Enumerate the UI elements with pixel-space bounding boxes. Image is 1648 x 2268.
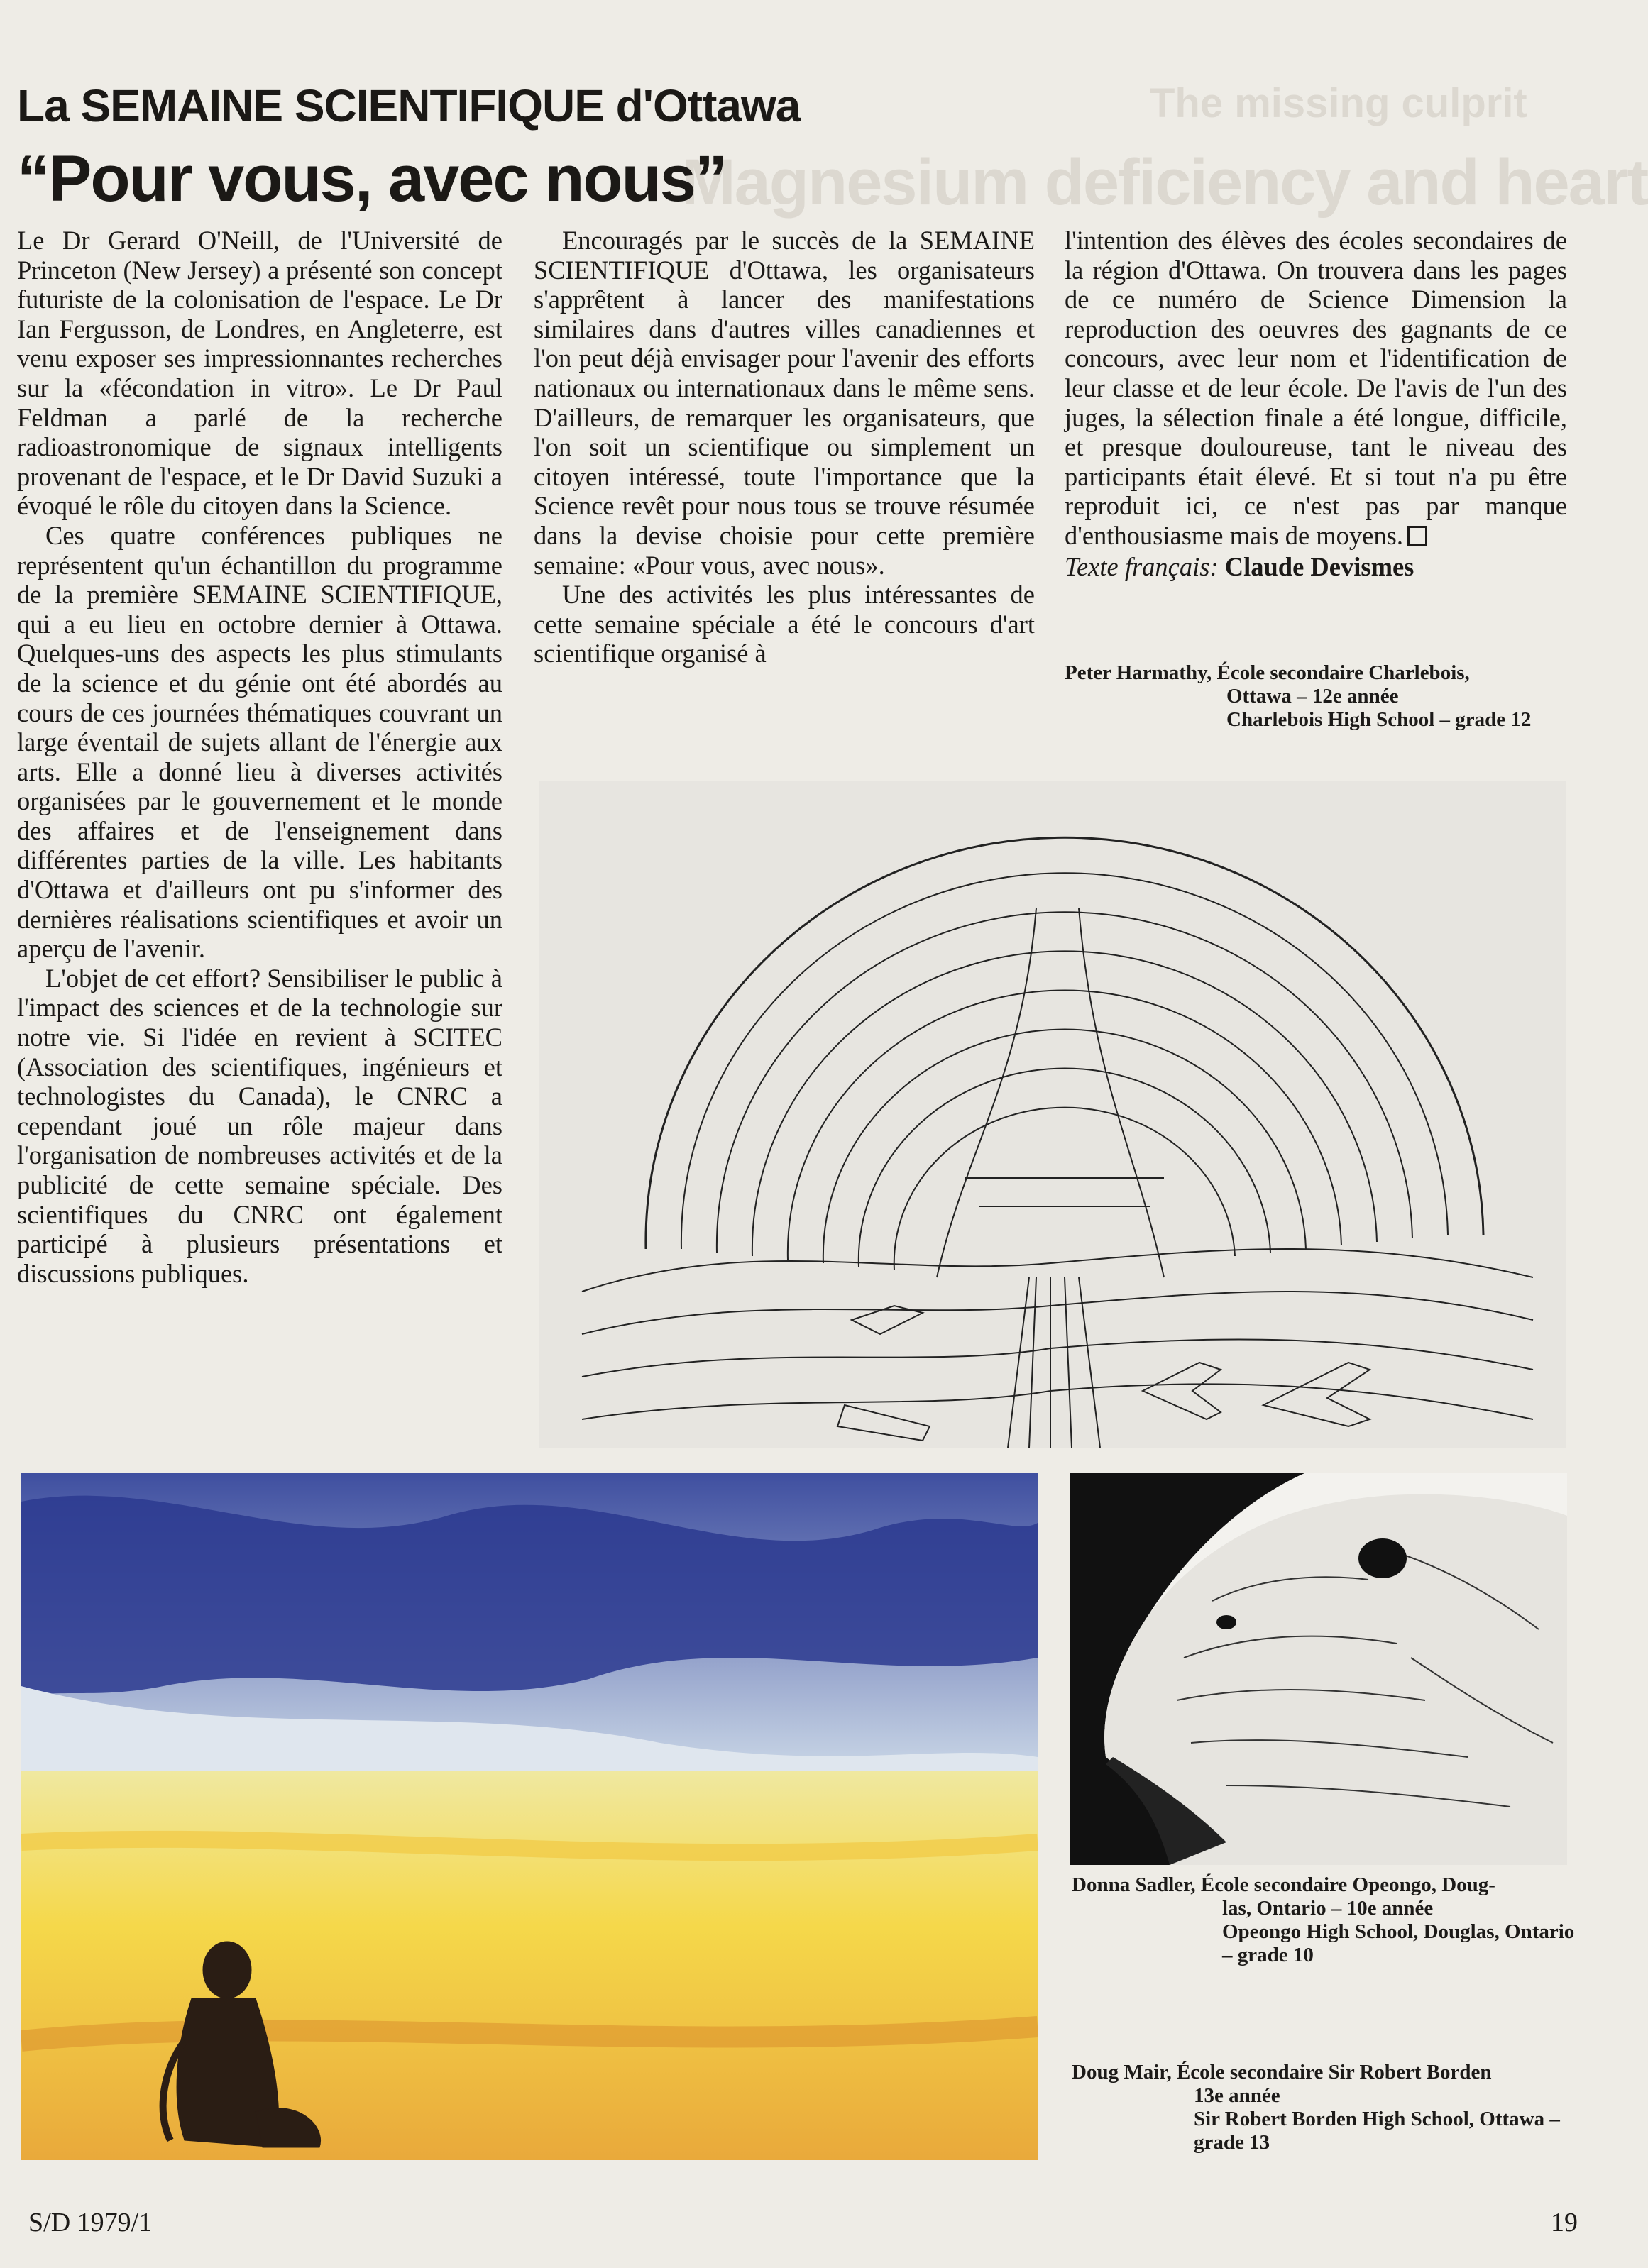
artwork-mair [21, 1473, 1038, 2160]
end-mark-icon [1407, 526, 1427, 546]
paragraph [1065, 226, 1567, 551]
animal-drawing [1070, 1473, 1567, 1865]
paragraph: Une des activités les plus intéressantes de cette semaine spéciale a été le concours d'art scientifique organisé à [534, 580, 1035, 668]
issue-label: S/D 1979/1 [28, 2208, 153, 2237]
paragraph: L'objet de cet effort? Sensibiliser le public à l'impact des sciences et de la technologie sur notre vie. Si l'idée en revient à SCITEC (Association des scientifiques, ingénieurs et technologistes du Canada), le CNRC a cependant joué un rôle majeur dans l'organisation de nombreuses activités et de la publicité de cette semaine spéciale. Des scientifiques du CNRC ont également participé à plusieurs présentations et discussions publiques. [17, 963, 502, 1288]
article-column-2 [534, 226, 1035, 668]
translation-credit: Texte français: Claude Devismes [1065, 551, 1414, 581]
paragraph: Encouragés par le succès de la SEMAINE SCIENTIFIQUE d'Ottawa, les organisateurs s'apprêtent à lancer des manifestations similaires dans d'autres villes canadiennes et l'on peut déjà envisager pour l'avenir des efforts nationaux ou internationaux dans le même sens. D'ailleurs, de remarquer les organisateurs, que l'on soit un scientifique ou simplement un citoyen intéressé, toute l'importance que la Science revêt pour nous tous se trouve résumée dans la devise choisie pour cette première semaine: «Pour vous, avec nous». [534, 226, 1035, 580]
article-kicker: La SEMAINE SCIENTIFIQUE d'Ottawa [17, 80, 801, 131]
caption-mair: Doug Mair, École secondaire Sir Robert Borden 13e année Sir Robert Borden High School, Ottawa – grade 13 [1072, 2061, 1560, 2154]
watercolour-painting [21, 1473, 1038, 2160]
line-drawing [539, 781, 1566, 1448]
article-title: “Pour vous, avec nous” [17, 143, 726, 215]
caption-sadler: Donna Sadler, École secondaire Opeongo, Doug- las, Ontario – 10e année Opeongo High School, Douglas, Ontario – grade 10 [1072, 1873, 1575, 1966]
ghost-title: Magnesium deficiency and heart [681, 146, 1648, 219]
artwork-sadler [1070, 1473, 1567, 1865]
page-number: 19 [1551, 2208, 1578, 2237]
ghost-kicker: The missing culprit [1150, 80, 1527, 126]
artwork-harmathy [539, 781, 1566, 1448]
article-column-3 [1065, 226, 1567, 581]
article-column-1 [17, 226, 502, 1288]
paragraph: Le Dr Gerard O'Neill, de l'Université de Princeton (New Jersey) a présenté son concept futuriste de la colonisation de l'espace. Le Dr Ian Fergusson, de Londres, en Angleterre, est venu exposer ses impressionnantes recherches sur la «fécondation in vitro». Le Dr Paul Feldman a parlé de la recherche radioastronomique de signaux intelligents provenant de l'espace, et le Dr David Suzuki a évoqué le rôle du citoyen dans la Science. [17, 226, 502, 521]
paragraph: Ces quatre conférences publiques ne représentent qu'un échantillon du programme de la première SEMAINE SCIENTIFIQUE, qui a eu lieu en octobre dernier à Ottawa. Quelques-uns des aspects les plus stimulants de la science et du génie ont été abordés au cours de ces journées thématiques couvrant un large éventail de sujets allant de l'énergie aux arts. Elle a donné lieu à diverses activités organisées par le gouvernement et le monde des affaires et de l'enseignement dans différentes parties de la ville. Les habitants d'Ottawa et d'ailleurs ont pu s'informer des dernières réalisations scientifiques et avoir un aperçu de l'avenir. [17, 520, 502, 964]
paragraph-text: l'intention des élèves des écoles secondaires de la région d'Ottawa. On trouvera dans les pages de ce numéro de Science Dimension la reproduction des oeuvres des gagnants de ce concours, avec leur nom et l'identification de leur classe et de leur école. De l'avis de l'un des juges, la sélection finale a été longue, difficile, et presque douloureuse, tant le niveau des participants était élevé. Et si tout n'a pu être reproduit ici, ce n'est pas par manque d'enthousiasme mais de moyens. [1065, 226, 1567, 550]
caption-harmathy: Peter Harmathy, École secondaire Charlebois, Ottawa – 12e année Charlebois High School – grade 12 [1065, 661, 1532, 731]
